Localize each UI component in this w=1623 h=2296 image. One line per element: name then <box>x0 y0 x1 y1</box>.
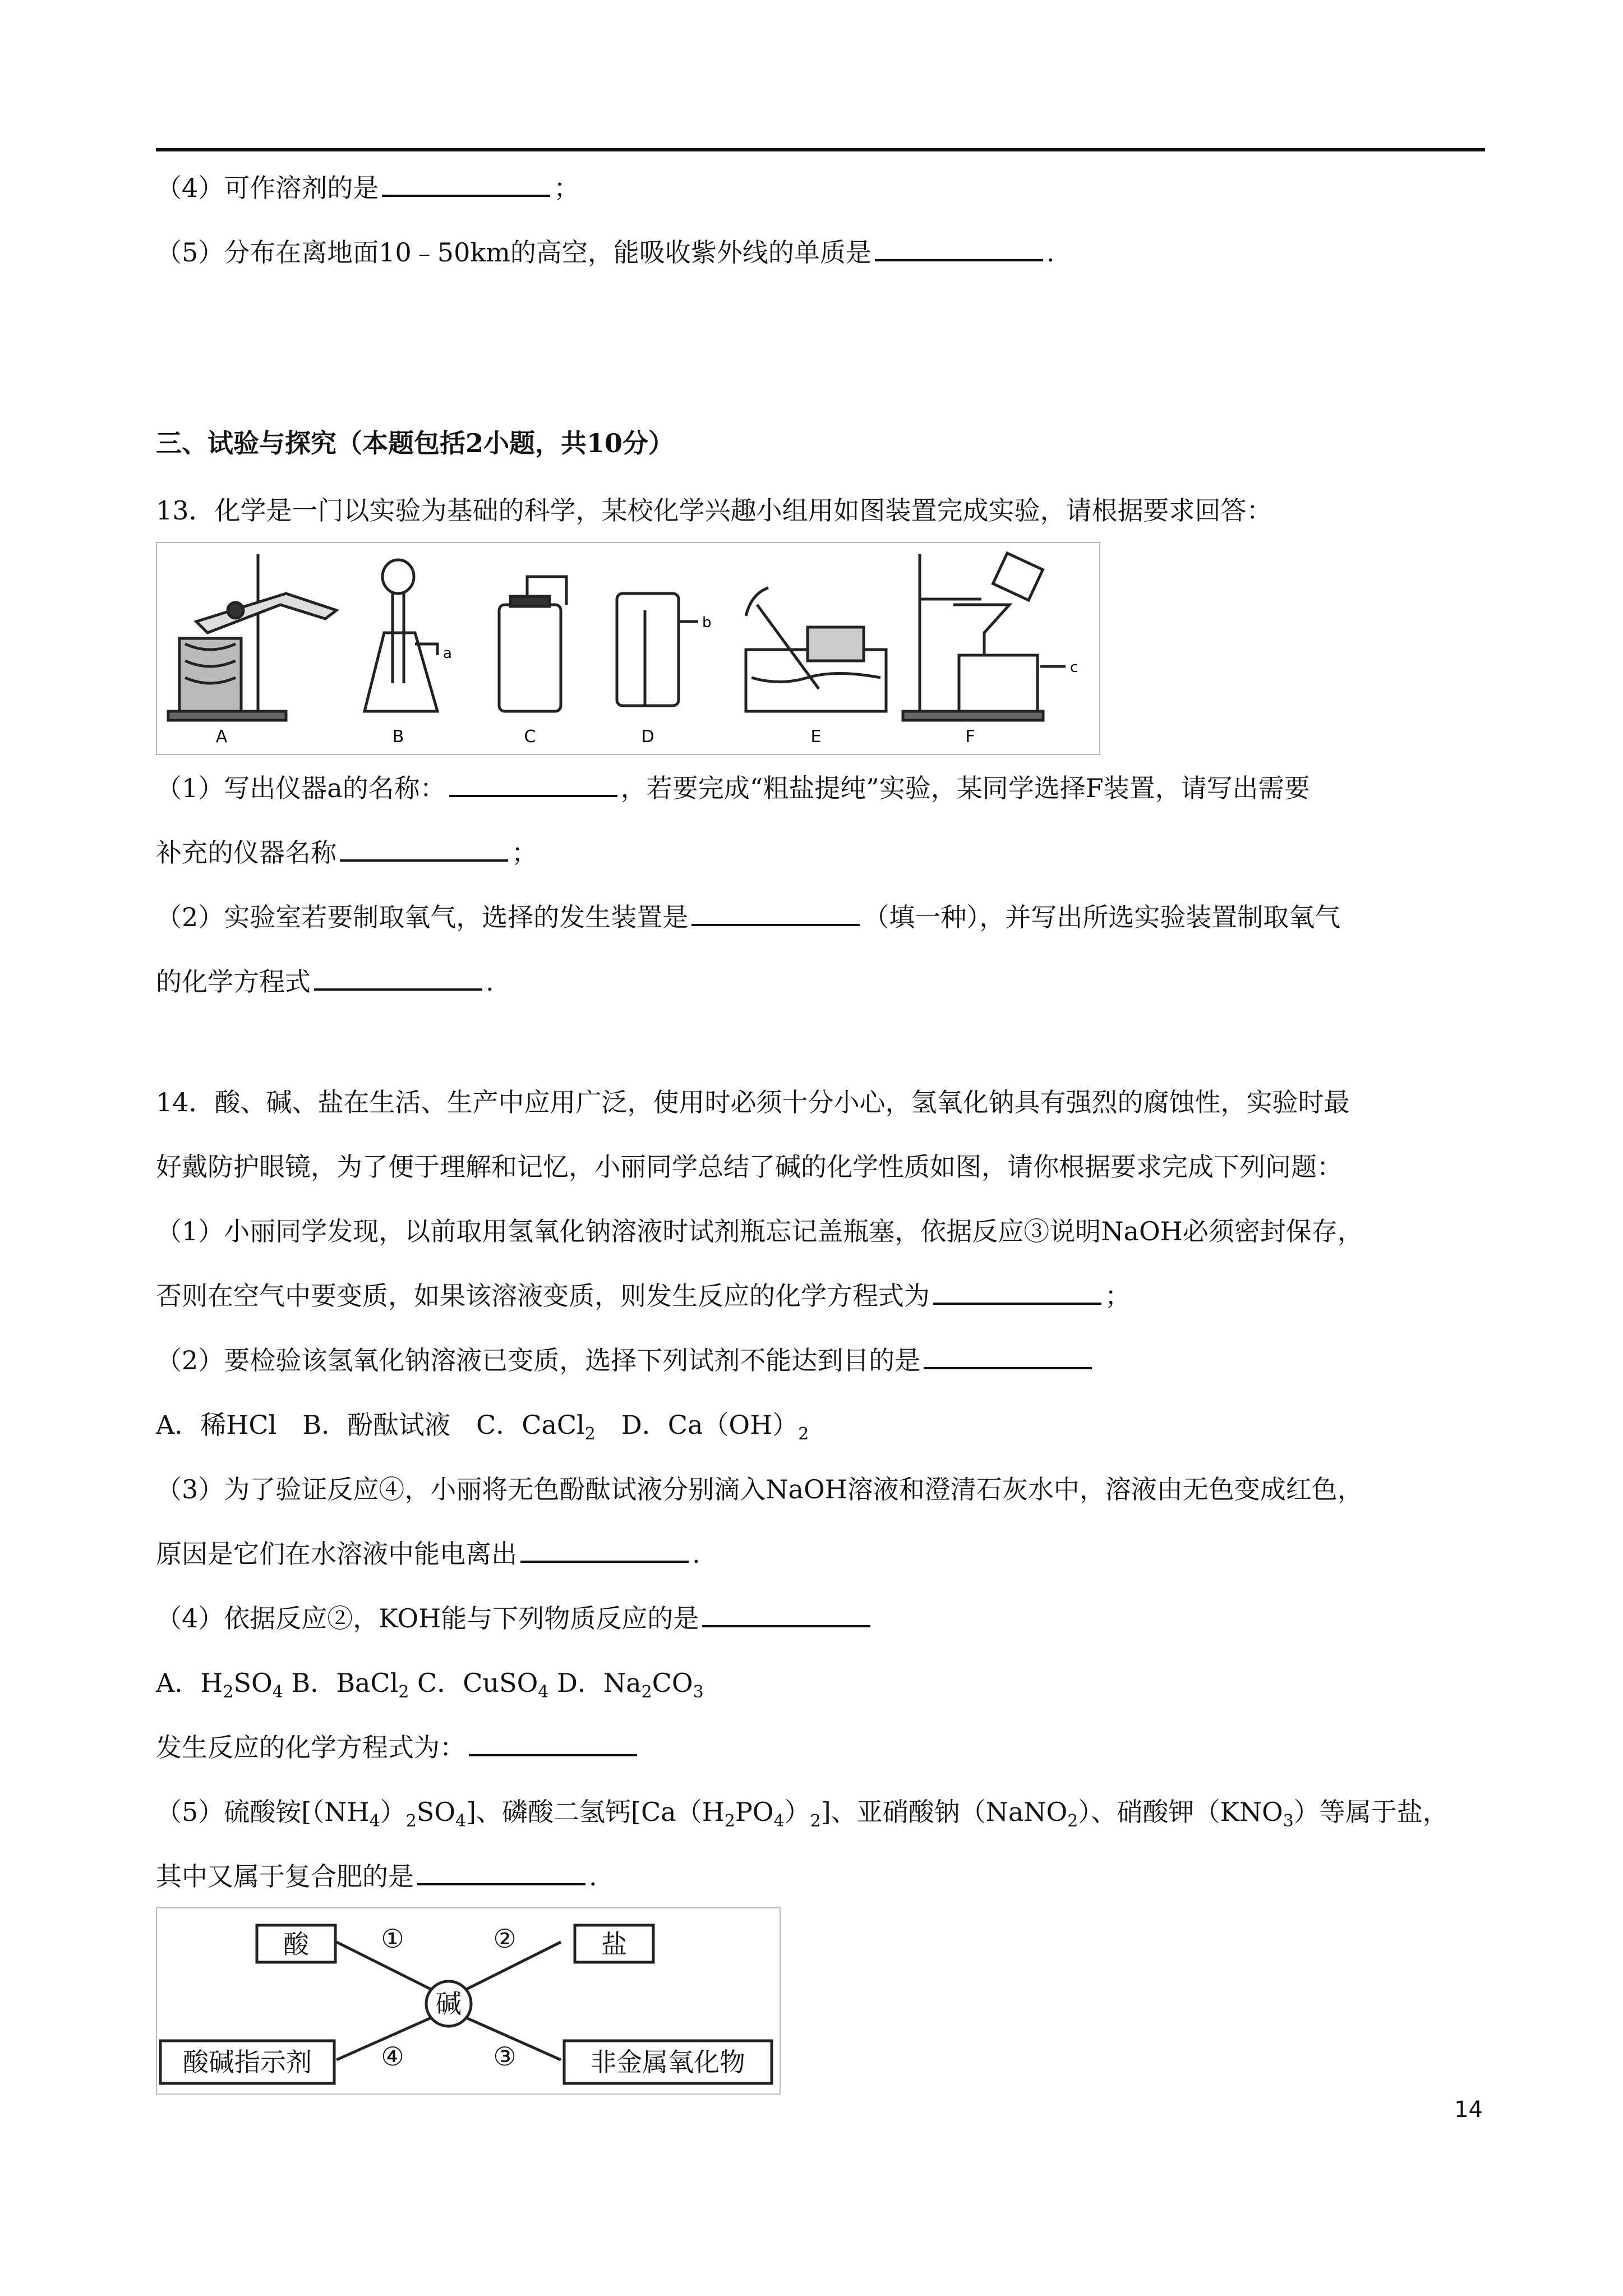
q14-part5-text: ） <box>380 1797 406 1827</box>
q12-part4-text: （4）可作溶剂的是 <box>156 173 379 203</box>
q12-part4 <box>156 171 579 205</box>
apparatus-part-c: c <box>1070 659 1078 676</box>
q14-part5-sub: 2 <box>810 1811 821 1832</box>
q14-part5-text: ]、亚硝酸钠（NaNO <box>820 1797 1068 1827</box>
q14-part4-equation <box>156 1731 640 1764</box>
q14-part4-blank[interactable] <box>702 1603 870 1627</box>
q13-part2-text-a: （2）实验室若要制取氧气，选择的发生装置是 <box>156 902 689 932</box>
q14-part2-sub-a: 2 <box>584 1424 596 1444</box>
base-diagram-drawing <box>157 1908 780 2093</box>
q13-part1-text-c: 补充的仪器名称 <box>156 838 336 868</box>
q14-part5-end: . <box>589 1861 597 1892</box>
q13-stem: 13．化学是一门以实验为基础的科学，某校化学兴趣小组用如图装置完成实验，请根据要求回答： <box>156 495 1272 526</box>
apparatus-label-b: B <box>392 727 404 747</box>
oxide-label: 非金属氧化物 <box>591 2047 745 2077</box>
q14-part4-opt: C．CuSO <box>409 1668 538 1698</box>
q13-part2-line2 <box>156 965 494 999</box>
q14-part4-sub: 4 <box>538 1682 549 1703</box>
apparatus-part-a: a <box>443 645 452 662</box>
q12-part4-blank[interactable] <box>382 172 550 197</box>
q14-part4-sub: 2 <box>223 1682 234 1703</box>
q14-part5-text: ）、硝酸钾（KNO <box>1078 1797 1283 1827</box>
q14-part5-sub: 2 <box>405 1811 417 1832</box>
reaction-3-label: ③ <box>493 2041 517 2072</box>
q14-part2-sub-b: 2 <box>798 1424 809 1444</box>
base-label: 碱 <box>436 1989 462 2019</box>
apparatus-label-a: A <box>215 727 228 747</box>
q13-part1-blank-1[interactable] <box>449 772 617 797</box>
q14-part4-opt: SO <box>233 1668 273 1698</box>
q14-part2-text: （2）要检验该氢氧化钠溶液已变质，选择下列试剂不能达到目的是 <box>156 1345 921 1375</box>
q14-part4-options <box>156 1666 704 1709</box>
q14-part4-eq-blank[interactable] <box>469 1732 637 1756</box>
header-rule <box>156 148 1485 151</box>
q12-part5-blank[interactable] <box>875 237 1043 261</box>
q13-part1-blank-2[interactable] <box>340 837 508 862</box>
q14-part1-end: ； <box>1105 1281 1131 1311</box>
q14-part3-line1: （3）为了验证反应④，小丽将无色酚酞试液分别滴入NaOH溶液和澄清石灰水中，溶液由无色变成红色， <box>156 1474 1363 1504</box>
q13-part2-blank-2[interactable] <box>314 966 482 991</box>
q13-apparatus-figure <box>156 542 1100 755</box>
q14-part5-sub: 2 <box>724 1811 735 1832</box>
q13-part1-text-b: ，若要完成“粗盐提纯”实验，某同学选择F装置，请写出需要 <box>620 773 1310 803</box>
q14-part4-sub: 4 <box>272 1682 283 1703</box>
base-properties-diagram <box>156 1907 781 2095</box>
q14-part1-line1: （1）小丽同学发现，以前取用氢氧化钠溶液时试剂瓶忘记盖瓶塞，依据反应③说明NaOH必须密封保存， <box>156 1216 1363 1246</box>
q14-part4-opt: B．BaCl <box>283 1668 399 1698</box>
reaction-2-label: ② <box>493 1924 517 1954</box>
salt-label: 盐 <box>601 1929 627 1959</box>
q12-part5 <box>156 236 1054 269</box>
q14-part3-blank[interactable] <box>520 1538 689 1563</box>
q14-part3-line2 <box>156 1537 700 1571</box>
q13-part2-blank-1[interactable] <box>691 901 860 926</box>
q14-part5-sub: 4 <box>773 1811 785 1832</box>
q14-part3-end: . <box>692 1539 700 1569</box>
q14-part3-text: 原因是它们在水溶液中能电离出 <box>156 1539 517 1569</box>
q14-part5-line1 <box>156 1795 1449 1838</box>
page-number: 14 <box>1454 2097 1483 2123</box>
q13-part1-text-a: （1）写出仪器a的名称： <box>156 773 446 803</box>
q14-part1-blank[interactable] <box>933 1280 1101 1305</box>
q14-part5-sub: 4 <box>369 1811 380 1832</box>
q14-part2-blank[interactable] <box>924 1345 1092 1369</box>
q13-part2-line1 <box>156 900 1340 934</box>
q12-part5-text: （5）分布在离地面10﹣50km的高空，能吸收紫外线的单质是 <box>156 237 872 268</box>
apparatus-label-c: C <box>524 727 536 747</box>
q14-part5-text: ]、磷酸二氢钙[Ca（H <box>466 1797 725 1827</box>
q14-part5-text: （5）硫酸铵[（NH <box>156 1797 370 1827</box>
q14-part5-line2 <box>156 1860 597 1893</box>
q14-part4-text: （4）依据反应②，KOH能与下列物质反应的是 <box>156 1603 699 1634</box>
q14-part4-opt: A．H <box>156 1668 223 1698</box>
q14-part5-text: ）等属于盐， <box>1293 1797 1449 1827</box>
apparatus-label-d: D <box>641 727 654 747</box>
q13-part1-line2 <box>156 836 537 869</box>
apparatus-label-e: E <box>810 727 822 747</box>
q14-part5-text: PO <box>735 1797 774 1827</box>
q14-part4 <box>156 1602 874 1635</box>
q13-part2-text-d: . <box>486 967 494 997</box>
q13-part1-text-d: ； <box>511 838 537 868</box>
section-3-title: 三、试验与探究（本题包括2小题，共10分） <box>156 428 675 458</box>
q13-part2-text-b: （填一种），并写出所选实验装置制取氧气 <box>863 902 1341 932</box>
reaction-1-label: ① <box>381 1924 404 1954</box>
q14-part4-sub: 3 <box>693 1682 704 1703</box>
q14-stem-line2: 好戴防护眼镜，为了便于理解和记忆，小丽同学总结了碱的化学性质如图，请你根据要求完成下列问题： <box>156 1152 1343 1182</box>
q13-part2-text-c: 的化学方程式 <box>156 967 311 997</box>
q14-part5-sub: 2 <box>1067 1811 1078 1832</box>
acid-label: 酸 <box>283 1929 309 1959</box>
apparatus-label-f: F <box>965 727 975 747</box>
q14-part1-line2 <box>156 1279 1131 1313</box>
q14-part5-text-b: 其中又属于复合肥的是 <box>156 1861 414 1892</box>
q14-part5-text: ） <box>784 1797 810 1827</box>
apparatus-drawing <box>157 543 1099 754</box>
q14-part4-sub: 2 <box>641 1682 652 1703</box>
q12-part5-end: . <box>1046 237 1055 268</box>
q14-part4-opt: D．Na <box>548 1668 642 1698</box>
reaction-4-label: ④ <box>381 2041 404 2072</box>
q14-part5-sub: 4 <box>455 1811 467 1832</box>
q14-part2-opt-a: A．稀HCl B．酚酞试液 C．CaCl <box>156 1410 585 1440</box>
q14-part2-options <box>156 1408 809 1451</box>
q14-part2-opt-b: D．Ca（OH） <box>595 1410 799 1440</box>
q14-part1-text: 否则在空气中要变质，如果该溶液变质，则发生反应的化学方程式为 <box>156 1281 930 1311</box>
q14-part5-text: SO <box>416 1797 455 1827</box>
indicator-label: 酸碱指示剂 <box>183 2047 312 2077</box>
q14-part5-blank[interactable] <box>417 1861 585 1885</box>
q14-part2 <box>156 1343 1095 1377</box>
q14-stem-line1: 14．酸、碱、盐在生活、生产中应用广泛，使用时必须十分小心，氢氧化钠具有强烈的腐蚀性，实验时最 <box>156 1087 1350 1117</box>
q14-part5-sub: 3 <box>1283 1811 1294 1832</box>
apparatus-part-b: b <box>702 614 712 631</box>
q12-part4-end: ； <box>554 173 580 203</box>
q14-part4-sub: 2 <box>398 1682 409 1703</box>
q14-part4-opt: CO <box>652 1668 693 1698</box>
q13-part1-line1 <box>156 771 1310 805</box>
q14-part4-eq-text: 发生反应的化学方程式为： <box>156 1732 465 1763</box>
